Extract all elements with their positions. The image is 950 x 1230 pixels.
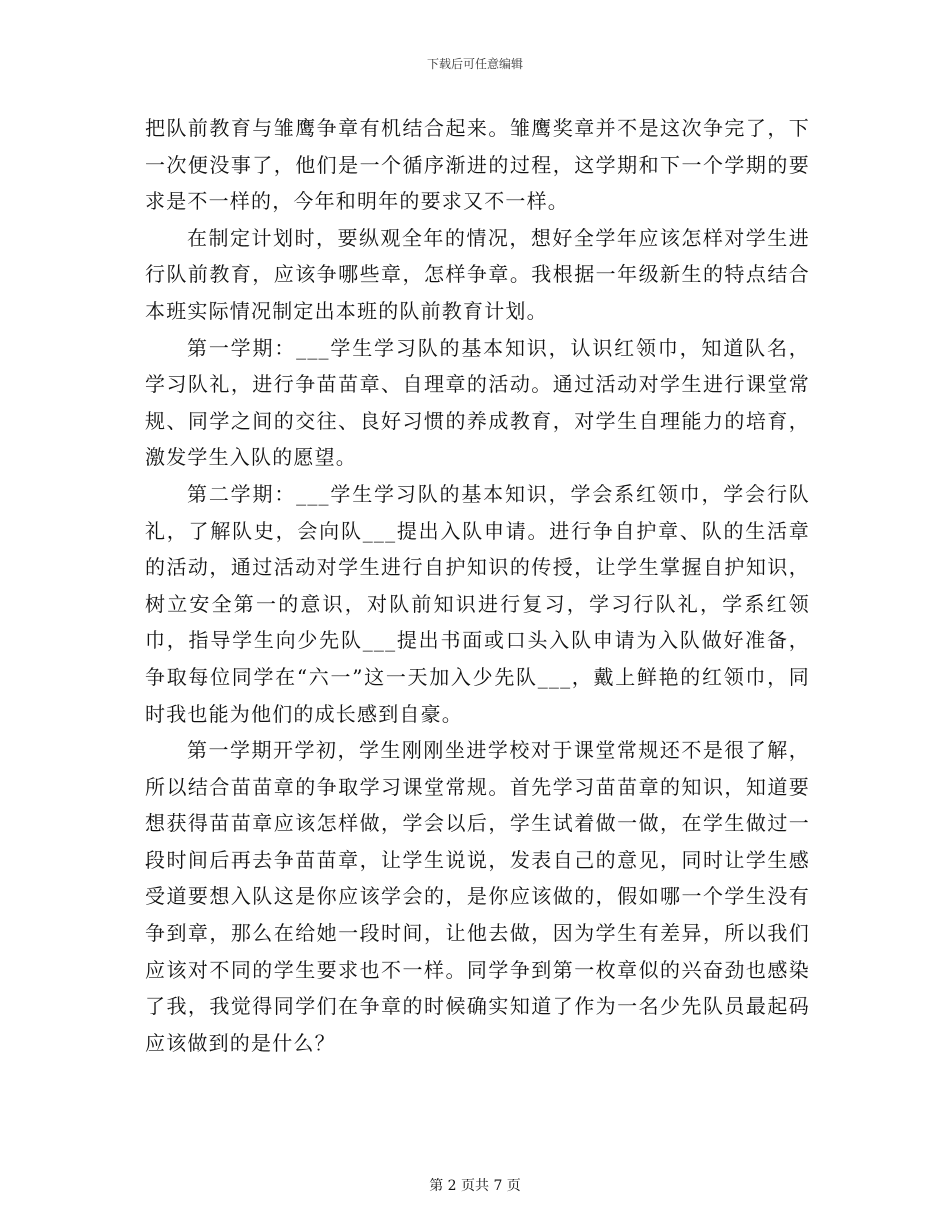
document-body <box>145 110 810 1061</box>
paragraph-2: 在制定计划时，要纵观全年的情况，想好全学年应该怎样对学生进行队前教育，应该争哪些章，怎样争章。我根据一年级新生的特点结合本班实际情况制定出本班的队前教育计划。 <box>145 225 810 323</box>
paragraph-4: 第二学期：___学生学习队的基本知识，学会系红领巾，学会行队礼，了解队史，会向队___提出入队申请。进行争自护章、队的生活章的活动，通过活动对学生进行自护知识的传授，让学生掌握自护知识，树立安全第一的意识，对队前知识进行复习，学习行队礼，学系红领巾，指导学生向少先队___提出书面或口头入队申请为入队做好准备，争取每位同学在“六一”这一天加入少先队___，戴上鲜艳的红领巾，同时我也能为他们的成长感到自豪。 <box>145 481 810 726</box>
paragraph-3: 第一学期：___学生学习队的基本知识，认识红领巾，知道队名，学习队礼，进行争苗苗章、自理章的活动。通过活动对学生进行课堂常规、同学之间的交往、良好习惯的养成教育，对学生自理能力的培育，激发学生入队的愿望。 <box>145 335 810 470</box>
paragraph-1: 把队前教育与雏鹰争章有机结合起来。雏鹰奖章并不是这次争完了，下一次便没事了，他们是一个循序渐进的过程，这学期和下一个学期的要求是不一样的，今年和明年的要求又不一样。 <box>145 116 810 214</box>
paragraph-5: 第一学期开学初，学生刚刚坐进学校对于课堂常规还不是很了解，所以结合苗苗章的争取学习课堂常规。首先学习苗苗章的知识，知道要想获得苗苗章应该怎样做，学会以后，学生试着做一做，在学生做过一段时间后再去争苗苗章，让学生说说，发表自己的意见，同时让学生感受道要想入队这是你应该学会的，是你应该做的，假如哪一个学生没有争到章，那么在给她一段时间，让他去做，因为学生有差异，所以我们应该对不同的学生要求也不一样。同学争到第一枚章似的兴奋劲也感染了我，我觉得同学们在争章的时候确实知道了作为一名少先队员最起码应该做到的是什么？ <box>145 738 810 1055</box>
page-number: 第 2 页共 7 页 <box>429 1178 521 1194</box>
page-header-note: 下载后可任意编辑 <box>426 57 523 71</box>
